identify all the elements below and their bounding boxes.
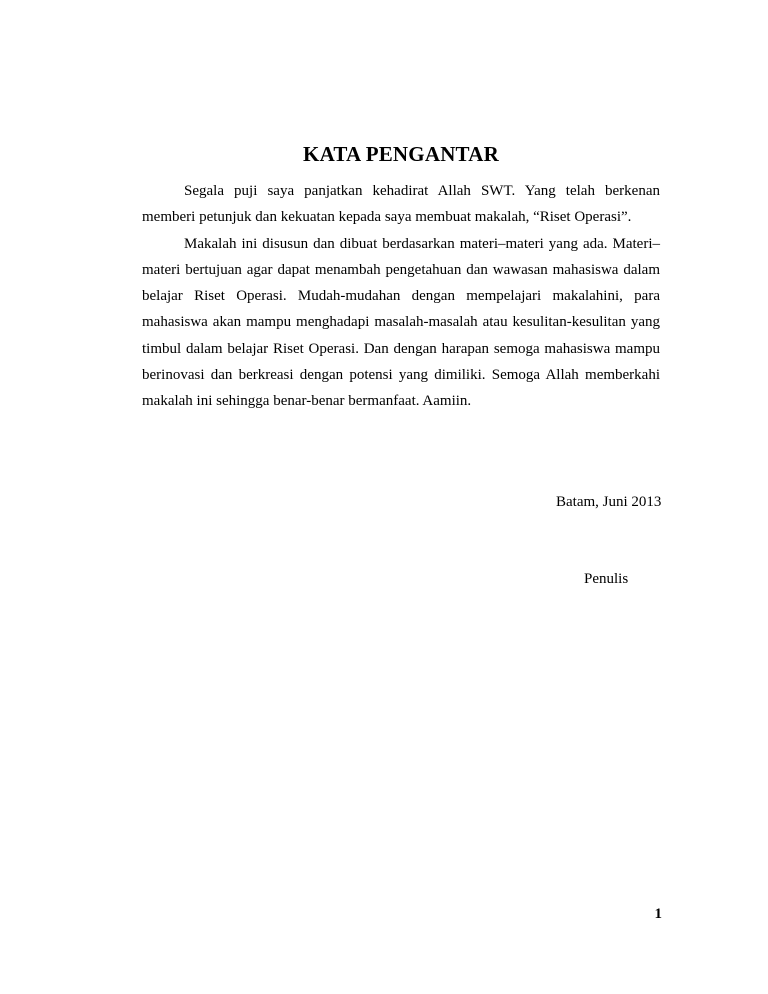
place-date: Batam, Juni 2013: [556, 494, 662, 510]
author-signature: Penulis: [584, 571, 629, 587]
paragraph-2: Makalah ini disusun dan dibuat berdasarkan materi–materi yang ada. Materi–materi bertujuan agar dapat menambah pengetahuan dan wawasan mahasiswa dalam belajar Riset Operasi. Mudah-mudahan dengan mempelajari makalahini, para mahasiswa akan mampu menghadapi masalah-masalah atau kesulitan-kesulitan yang timbul dalam belajar Riset Operasi. Dan dengan harapan semoga mahasiswa mampu berinovasi dan berkreasi dengan potensi yang dimiliki. Semoga Allah memberkahi makalah ini sehingga benar-benar bermanfaat. Aamiin.: [142, 235, 660, 410]
paragraph-1: Segala puji saya panjatkan kehadirat Allah SWT. Yang telah berkenan memberi petunjuk dan kekuatan kepada saya membuat makalah, “Riset Operasi”.: [142, 183, 660, 226]
body-text: [142, 178, 660, 415]
page-title: KATA PENGANTAR: [303, 142, 499, 166]
page-number: 1: [654, 906, 662, 922]
